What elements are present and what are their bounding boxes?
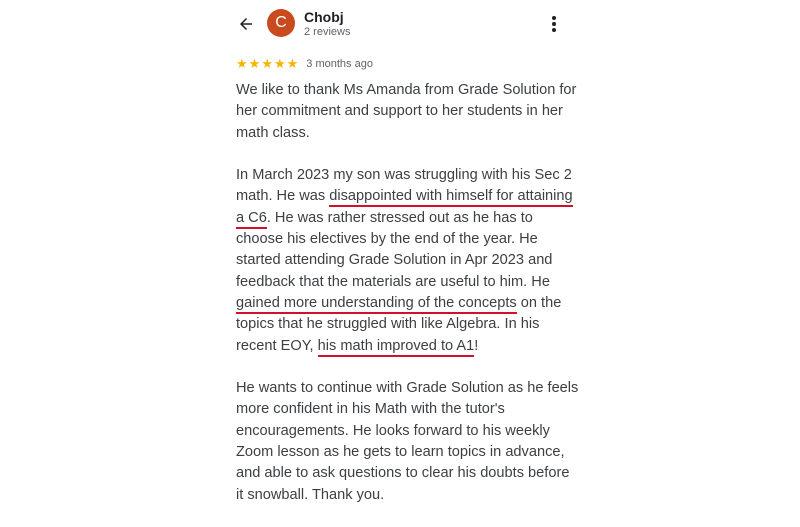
review-text-segment: !: [474, 337, 479, 354]
review-line: encouragements. He looks forward to his weekly: [236, 422, 550, 439]
review-line: math class.: [236, 124, 310, 141]
review-line: [236, 186, 576, 207]
review-paragraph-3: [236, 378, 579, 506]
review-line: [236, 208, 576, 229]
reviewer-name[interactable]: Chobj: [304, 9, 344, 25]
review-paragraph-2: [236, 165, 576, 357]
star-icon: ★: [286, 56, 299, 71]
back-button[interactable]: [234, 12, 258, 36]
review-text: [236, 80, 579, 527]
review-paragraph-1: [236, 80, 576, 144]
review-count: 2 reviews: [304, 26, 351, 38]
review-line: We like to thank Ms Amanda from Grade Solution for: [236, 82, 577, 98]
review-line: choose his electives by the end of the year. He: [236, 231, 538, 248]
rating-row: [236, 57, 373, 70]
review-line: topics that he struggled with like Algebra. In his: [236, 316, 540, 333]
star-icon: ★: [248, 56, 261, 71]
star-icon: ★: [273, 56, 286, 71]
review-line: more confident in his Math with the tutor's: [236, 401, 505, 418]
back-arrow-icon: [237, 15, 255, 33]
star-icon: ★: [236, 56, 248, 71]
more-options-button[interactable]: [544, 12, 564, 36]
review-text-segment: . He was rather stressed out as he has to: [266, 209, 533, 226]
review-line: He wants to continue with Grade Solution as he feels: [236, 380, 579, 397]
review-line: started attending Grade Solution in Apr 2023 and: [236, 252, 553, 269]
review-line: it snowball. Thank you.: [236, 486, 385, 503]
more-vert-icon: [551, 15, 557, 33]
review-line: [236, 336, 576, 357]
review-line: Zoom lesson as he gets to learn topics in advance,: [236, 444, 565, 461]
highlighted-phrase: gained more understanding of the concepts: [236, 295, 517, 314]
avatar[interactable]: [267, 9, 295, 37]
highlighted-phrase: disappointed with himself for attaining: [329, 188, 572, 207]
star-icon: ★: [261, 56, 273, 71]
star-rating: [236, 57, 298, 70]
review-text-segment: recent EOY,: [236, 337, 318, 354]
avatar-initial: C: [275, 14, 287, 31]
review-line: and able to ask questions to clear his doubts before: [236, 465, 570, 482]
review-text-segment: math. He was: [236, 188, 330, 205]
highlighted-phrase: a C6: [236, 210, 267, 229]
review-time: 3 months ago: [306, 57, 373, 70]
review-line: In March 2023 my son was struggling with his Sec 2: [236, 167, 572, 184]
review-line: feedback that the materials are useful to him. He: [236, 273, 550, 290]
review-line: her commitment and support to her students in her: [236, 103, 563, 120]
review-line: [236, 293, 576, 314]
review-text-segment: on the: [516, 294, 562, 311]
highlighted-phrase: his math improved to A1: [318, 338, 475, 357]
